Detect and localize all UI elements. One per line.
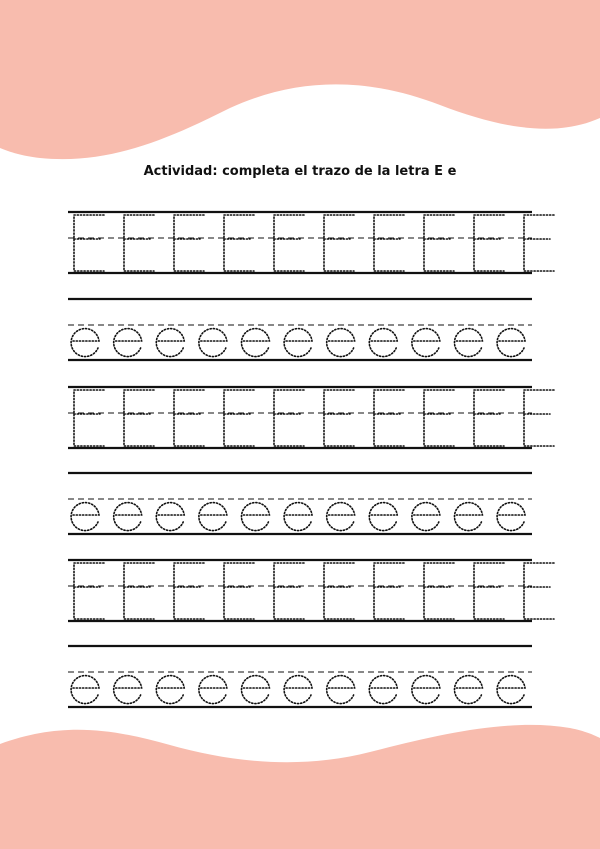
dotted-uppercase-e [324,390,354,446]
dotted-uppercase-e [274,215,304,271]
dotted-lowercase-e [241,329,269,357]
dotted-uppercase-e [424,390,454,446]
dotted-uppercase-e [224,215,254,271]
dotted-lowercase-e [156,329,184,357]
dotted-uppercase-e [374,215,404,271]
dotted-uppercase-e [274,563,304,619]
dotted-uppercase-e [474,563,504,619]
dotted-uppercase-e [174,563,204,619]
top-wave-decoration [0,0,600,159]
dotted-lowercase-e [284,329,312,357]
dotted-lowercase-e [369,676,397,704]
dotted-uppercase-e [174,215,204,271]
dotted-lowercase-e [454,329,482,357]
dotted-uppercase-e [474,390,504,446]
dotted-lowercase-e [412,676,440,704]
dotted-uppercase-e [124,215,154,271]
worksheet-title: Actividad: completa el trazo de la letra E e [143,164,457,179]
dotted-lowercase-e [241,676,269,704]
dotted-lowercase-e [71,329,99,357]
uppercase-e-row [68,387,554,448]
dotted-uppercase-e [374,563,404,619]
dotted-lowercase-e [71,503,99,531]
dotted-lowercase-e [114,676,142,704]
dotted-lowercase-e [156,503,184,531]
dotted-lowercase-e [454,503,482,531]
dotted-uppercase-e [524,390,554,446]
dotted-lowercase-e [369,503,397,531]
dotted-uppercase-e [74,390,104,446]
dotted-uppercase-e [124,390,154,446]
dotted-uppercase-e [74,563,104,619]
dotted-uppercase-e [524,215,554,271]
dotted-uppercase-e [224,390,254,446]
lowercase-e-row [68,473,532,534]
dotted-lowercase-e [114,329,142,357]
dotted-uppercase-e [174,390,204,446]
dotted-uppercase-e [524,563,554,619]
dotted-uppercase-e [324,215,354,271]
lowercase-e-row [68,299,532,360]
dotted-lowercase-e [412,329,440,357]
dotted-lowercase-e [412,503,440,531]
dotted-lowercase-e [199,503,227,531]
uppercase-e-row [68,560,554,621]
dotted-lowercase-e [284,676,312,704]
dotted-lowercase-e [199,676,227,704]
bottom-wave-decoration [0,725,600,849]
dotted-lowercase-e [327,503,355,531]
practice-rows [68,212,554,707]
dotted-uppercase-e [374,390,404,446]
dotted-lowercase-e [284,503,312,531]
dotted-uppercase-e [124,563,154,619]
dotted-uppercase-e [274,390,304,446]
dotted-uppercase-e [74,215,104,271]
dotted-uppercase-e [224,563,254,619]
dotted-lowercase-e [156,676,184,704]
dotted-lowercase-e [369,329,397,357]
dotted-uppercase-e [324,563,354,619]
dotted-lowercase-e [71,676,99,704]
uppercase-e-row [68,212,554,273]
dotted-uppercase-e [474,215,504,271]
dotted-lowercase-e [497,329,525,357]
dotted-uppercase-e [424,215,454,271]
dotted-lowercase-e [199,329,227,357]
dotted-lowercase-e [114,503,142,531]
dotted-uppercase-e [424,563,454,619]
dotted-lowercase-e [327,676,355,704]
dotted-lowercase-e [241,503,269,531]
dotted-lowercase-e [454,676,482,704]
dotted-lowercase-e [497,676,525,704]
dotted-lowercase-e [327,329,355,357]
dotted-lowercase-e [497,503,525,531]
lowercase-e-row [68,646,532,707]
